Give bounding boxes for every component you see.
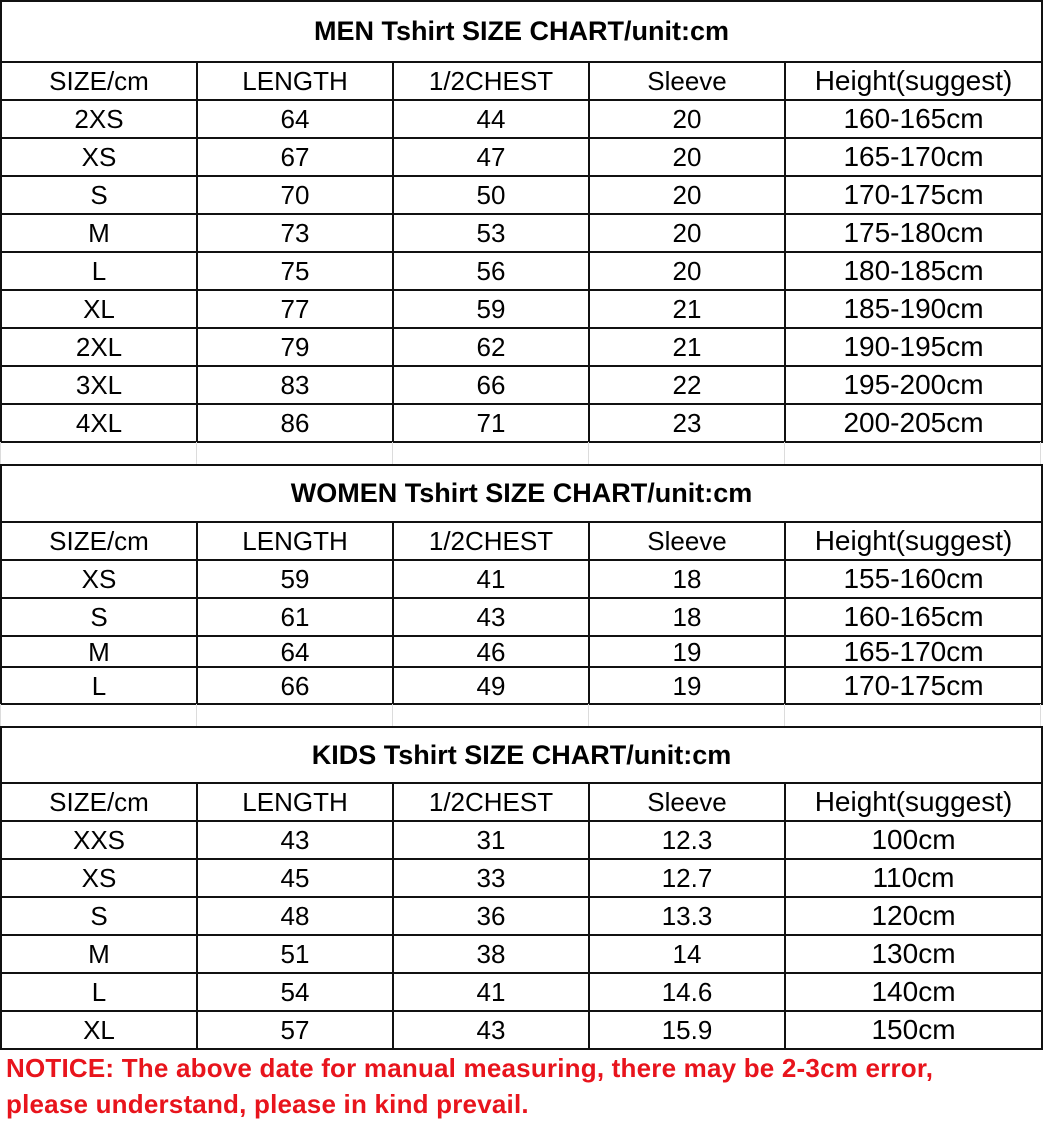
size-cell: 3XL [1,366,197,404]
kids-chart-title: KIDS Tshirt SIZE CHART/unit:cm [1,727,1042,783]
header-chest: 1/2CHEST [393,783,589,821]
sleeve-cell: 20 [589,214,785,252]
size-cell: M [1,214,197,252]
sleeve-cell: 20 [589,100,785,138]
height-cell: 155-160cm [785,560,1042,598]
notice-line-2: please understand, please in kind prevail. [6,1089,529,1119]
size-cell: XL [1,1011,197,1049]
size-cell: XS [1,138,197,176]
size-cell: S [1,176,197,214]
length-cell: 64 [197,100,393,138]
men-chart-title: MEN Tshirt SIZE CHART/unit:cm [1,1,1042,62]
height-cell: 160-165cm [785,100,1042,138]
chest-cell: 71 [393,404,589,442]
header-sleeve: Sleeve [589,522,785,560]
sleeve-cell: 18 [589,560,785,598]
sleeve-cell: 14 [589,935,785,973]
length-cell: 61 [197,598,393,636]
size-cell: S [1,897,197,935]
chest-cell: 50 [393,176,589,214]
table-row [1,290,1042,328]
chest-cell: 47 [393,138,589,176]
chest-cell: 56 [393,252,589,290]
height-cell: 175-180cm [785,214,1042,252]
header-size: SIZE/cm [1,522,197,560]
length-cell: 73 [197,214,393,252]
length-cell: 66 [197,667,393,704]
height-cell: 195-200cm [785,366,1042,404]
header-height: Height(suggest) [785,522,1042,560]
height-cell: 200-205cm [785,404,1042,442]
men-size-chart [0,0,1043,443]
table-row [1,404,1042,442]
height-cell: 170-175cm [785,667,1042,704]
height-cell: 140cm [785,973,1042,1011]
chest-cell: 44 [393,100,589,138]
table-row [1,138,1042,176]
chest-cell: 41 [393,560,589,598]
chest-cell: 62 [393,328,589,366]
length-cell: 59 [197,560,393,598]
chest-cell: 43 [393,598,589,636]
sleeve-cell: 20 [589,138,785,176]
sleeve-cell: 23 [589,404,785,442]
height-cell: 130cm [785,935,1042,973]
sleeve-cell: 12.7 [589,859,785,897]
height-cell: 160-165cm [785,598,1042,636]
measurement-notice [6,1050,933,1122]
table-row [1,973,1042,1011]
chest-cell: 41 [393,973,589,1011]
height-cell: 100cm [785,821,1042,859]
length-cell: 75 [197,252,393,290]
chest-cell: 66 [393,366,589,404]
length-cell: 86 [197,404,393,442]
height-cell: 150cm [785,1011,1042,1049]
size-cell: XS [1,560,197,598]
sleeve-cell: 14.6 [589,973,785,1011]
chest-cell: 36 [393,897,589,935]
table-row [1,560,1042,598]
table-row [1,821,1042,859]
header-length: LENGTH [197,783,393,821]
chest-cell: 33 [393,859,589,897]
table-row [1,1011,1042,1049]
chest-cell: 31 [393,821,589,859]
header-length: LENGTH [197,62,393,100]
sleeve-cell: 13.3 [589,897,785,935]
header-sleeve: Sleeve [589,62,785,100]
size-cell: XXS [1,821,197,859]
size-cell: L [1,973,197,1011]
height-cell: 120cm [785,897,1042,935]
kids-size-chart [0,726,1043,1050]
size-cell: XL [1,290,197,328]
sleeve-cell: 19 [589,667,785,704]
sleeve-cell: 21 [589,328,785,366]
length-cell: 54 [197,973,393,1011]
table-row [1,859,1042,897]
length-cell: 43 [197,821,393,859]
sleeve-cell: 12.3 [589,821,785,859]
size-cell: 2XS [1,100,197,138]
table-row [1,176,1042,214]
spacer-gridlines [0,442,1041,465]
chest-cell: 59 [393,290,589,328]
header-chest: 1/2CHEST [393,62,589,100]
chest-cell: 53 [393,214,589,252]
header-length: LENGTH [197,522,393,560]
table-row [1,252,1042,290]
size-cell: 2XL [1,328,197,366]
chest-cell: 46 [393,636,589,667]
chest-cell: 49 [393,667,589,704]
size-cell: L [1,667,197,704]
length-cell: 45 [197,859,393,897]
notice-line-1: NOTICE: The above date for manual measuring, there may be 2-3cm error, [6,1053,934,1083]
header-size: SIZE/cm [1,783,197,821]
table-row [1,328,1042,366]
height-cell: 185-190cm [785,290,1042,328]
header-sleeve: Sleeve [589,783,785,821]
header-height: Height(suggest) [785,783,1042,821]
size-cell: 4XL [1,404,197,442]
size-cell: S [1,598,197,636]
height-cell: 165-170cm [785,636,1042,667]
sleeve-cell: 15.9 [589,1011,785,1049]
length-cell: 77 [197,290,393,328]
height-cell: 190-195cm [785,328,1042,366]
sleeve-cell: 19 [589,636,785,667]
sleeve-cell: 21 [589,290,785,328]
women-chart-title: WOMEN Tshirt SIZE CHART/unit:cm [1,465,1042,522]
height-cell: 165-170cm [785,138,1042,176]
table-row [1,598,1042,636]
table-row [1,897,1042,935]
header-chest: 1/2CHEST [393,522,589,560]
height-cell: 180-185cm [785,252,1042,290]
size-cell: M [1,935,197,973]
table-row [1,636,1042,667]
height-cell: 170-175cm [785,176,1042,214]
women-size-chart [0,464,1043,705]
spacer-gridlines [0,704,1041,727]
header-height: Height(suggest) [785,62,1042,100]
length-cell: 79 [197,328,393,366]
size-cell: M [1,636,197,667]
height-cell: 110cm [785,859,1042,897]
header-size: SIZE/cm [1,62,197,100]
sleeve-cell: 20 [589,252,785,290]
size-cell: XS [1,859,197,897]
table-row [1,667,1042,704]
table-row [1,100,1042,138]
length-cell: 70 [197,176,393,214]
size-cell: L [1,252,197,290]
length-cell: 83 [197,366,393,404]
table-row [1,366,1042,404]
length-cell: 64 [197,636,393,667]
sleeve-cell: 22 [589,366,785,404]
chest-cell: 38 [393,935,589,973]
table-row [1,214,1042,252]
sleeve-cell: 18 [589,598,785,636]
chest-cell: 43 [393,1011,589,1049]
length-cell: 48 [197,897,393,935]
length-cell: 51 [197,935,393,973]
length-cell: 67 [197,138,393,176]
table-row [1,935,1042,973]
length-cell: 57 [197,1011,393,1049]
sleeve-cell: 20 [589,176,785,214]
